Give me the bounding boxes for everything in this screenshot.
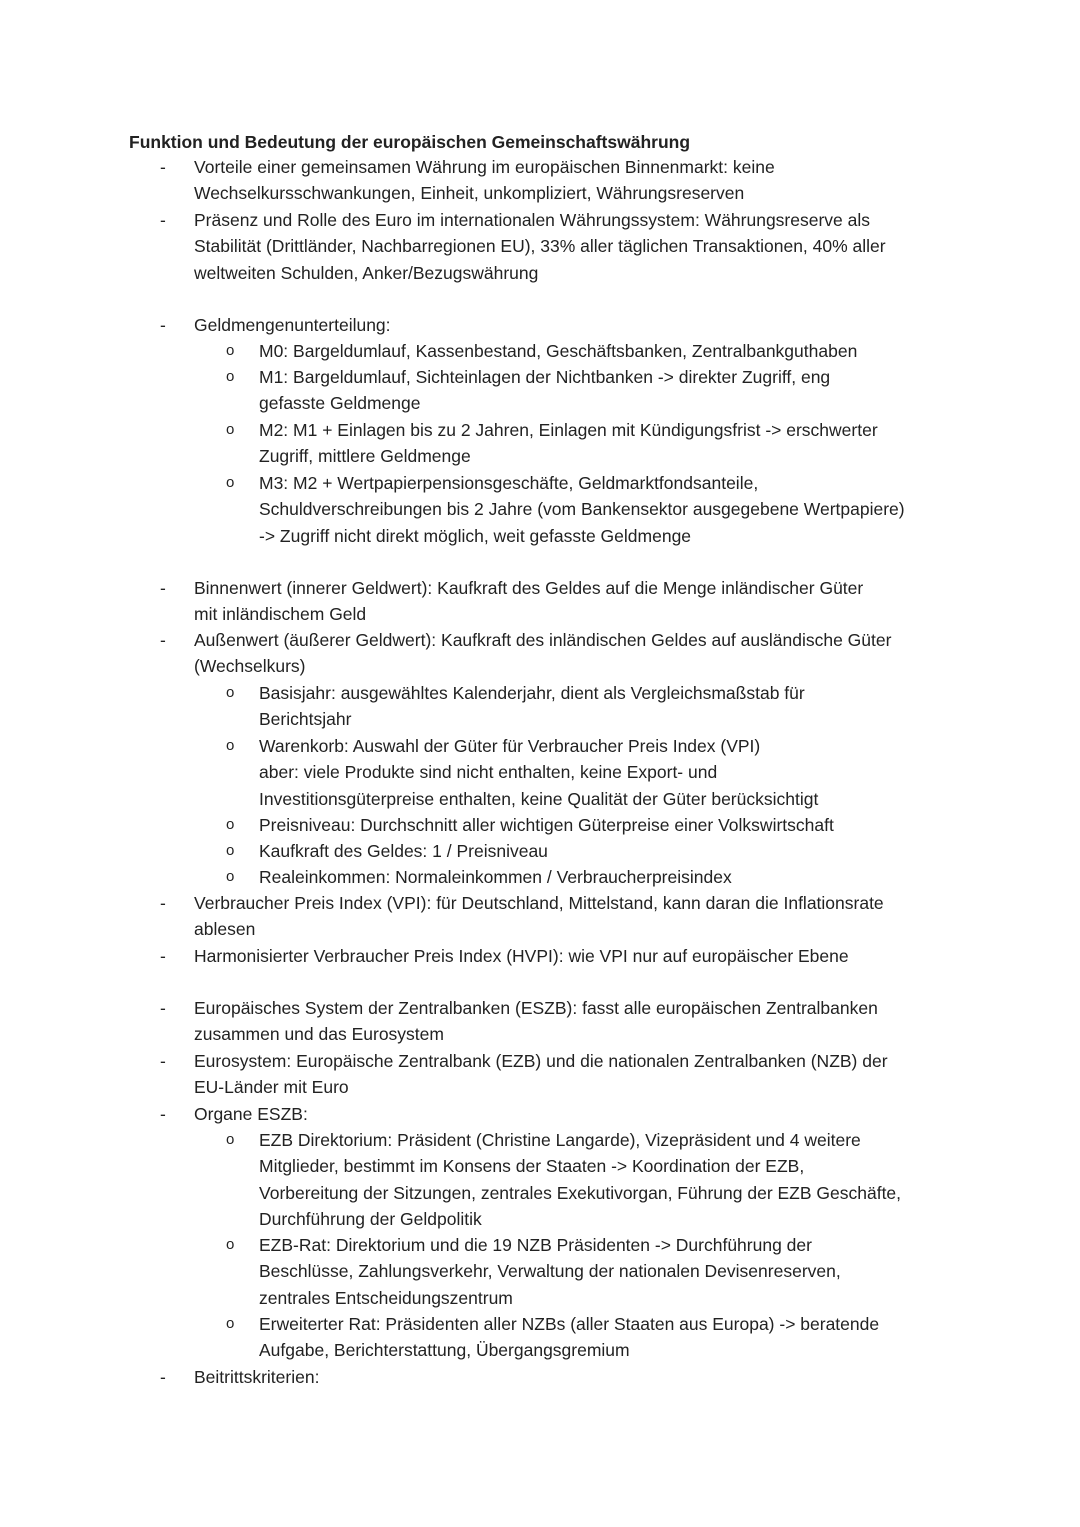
- item-text: [259, 838, 548, 864]
- text-line: M3: M2 + Wertpapierpensionsgeschäfte, Geldmarktfondsanteile,: [259, 473, 759, 493]
- text-line: Warenkorb: Auswahl der Güter für Verbraucher Preis Index (VPI): [259, 736, 761, 756]
- text-line: zusammen und das Eurosystem: [194, 1024, 444, 1045]
- text-line: Vorbereitung der Sitzungen, zentrales Exekutivorgan, Führung der EZB Geschäfte,: [259, 1182, 902, 1203]
- circle-bullet: o: [226, 737, 235, 754]
- text-line: Durchführung der Geldpolitik: [259, 1208, 482, 1229]
- text-line: Zugriff, mittlere Geldmenge: [259, 446, 471, 467]
- text-line: -> Zugriff nicht direkt möglich, weit gefasste Geldmenge: [259, 525, 692, 546]
- item-text: [194, 995, 878, 1048]
- item-text: [259, 1127, 901, 1232]
- text-line: Verbraucher Preis Index (VPI): für Deutschland, Mittelstand, kann daran die Inflationsrate: [194, 893, 884, 913]
- text-line: aber: viele Produkte sind nicht enthalten, keine Export- und: [259, 762, 718, 783]
- item-text: [259, 812, 834, 838]
- text-line: Präsenz und Rolle des Euro im internationalen Währungssystem: Währungsreserve als: [194, 210, 871, 230]
- text-line: Europäisches System der Zentralbanken (ESZB): fasst alle europäischen Zentralbanken: [194, 998, 878, 1018]
- text-line: gefasste Geldmenge: [259, 393, 421, 414]
- text-line: Berichtsjahr: [259, 709, 352, 730]
- circle-bullet: o: [226, 1131, 235, 1148]
- text-line: EZB Direktorium: Präsident (Christine Langarde), Vizepräsident und 4 weitere: [259, 1130, 861, 1150]
- dash-bullet: -: [160, 1104, 166, 1124]
- item-text: [194, 1101, 308, 1127]
- text-line: weltweiten Schulden, Anker/Bezugswährung: [194, 262, 539, 283]
- text-line: Preisniveau: Durchschnitt aller wichtigen Güterpreise einer Volkswirtschaft: [259, 815, 834, 835]
- text-line: M1: Bargeldumlauf, Sichteinlagen der Nichtbanken -> direkter Zugriff, eng: [259, 367, 831, 387]
- text-line: Schuldverschreibungen bis 2 Jahre (vom Bankensektor ausgegebene Wertpapiere): [259, 499, 905, 520]
- item-text: [194, 575, 863, 628]
- item-text: [259, 733, 818, 812]
- dash-bullet: -: [160, 210, 166, 230]
- item-text: [194, 627, 891, 680]
- text-line: zentrales Entscheidungszentrum: [259, 1287, 513, 1308]
- text-line: Wechselkursschwankungen, Einheit, unkompliziert, Währungsreserven: [194, 183, 745, 204]
- text-line: mit inländischem Geld: [194, 604, 367, 625]
- circle-bullet: o: [226, 474, 235, 491]
- text-line: Beitrittskriterien:: [194, 1367, 320, 1387]
- dash-bullet: -: [160, 315, 166, 335]
- dash-bullet: -: [160, 630, 166, 650]
- item-text: [194, 1048, 888, 1101]
- item-text: [259, 364, 830, 417]
- text-line: Stabilität (Drittländer, Nachbarregionen EU), 33% aller täglichen Transaktionen, 40% aller: [194, 236, 886, 257]
- circle-bullet: o: [226, 421, 235, 438]
- item-text: [194, 943, 849, 969]
- dash-bullet: -: [160, 1051, 166, 1071]
- text-line: M2: M1 + Einlagen bis zu 2 Jahren, Einlagen mit Kündigungsfrist -> erschwerter: [259, 420, 878, 440]
- document-title: Funktion und Bedeutung der europäischen Gemeinschaftswährung: [129, 132, 691, 152]
- text-line: Harmonisierter Verbraucher Preis Index (HVPI): wie VPI nur auf europäischer Ebene: [194, 946, 849, 966]
- dash-bullet: -: [160, 578, 166, 598]
- item-text: [259, 864, 732, 890]
- circle-bullet: o: [226, 1315, 235, 1332]
- text-line: Basisjahr: ausgewähltes Kalenderjahr, dient als Vergleichsmaßstab für: [259, 683, 805, 703]
- circle-bullet: o: [226, 684, 235, 701]
- text-line: Realeinkommen: Normaleinkommen / Verbraucherpreisindex: [259, 867, 732, 887]
- circle-bullet: o: [226, 842, 235, 859]
- item-text: [194, 1364, 319, 1390]
- text-line: Aufgabe, Berichterstattung, Übergangsgremium: [259, 1340, 630, 1361]
- item-text: [194, 312, 391, 338]
- text-line: Beschlüsse, Zahlungsverkehr, Verwaltung der nationalen Devisenreserven,: [259, 1261, 841, 1282]
- text-line: Außenwert (äußerer Geldwert): Kaufkraft des inländischen Geldes auf ausländische Güter: [194, 630, 892, 650]
- dash-bullet: -: [160, 998, 166, 1018]
- text-line: EZB-Rat: Direktorium und die 19 NZB Präsidenten -> Durchführung der: [259, 1235, 812, 1255]
- text-line: Investitionsgüterpreise enthalten, keine Qualität der Güter berücksichtigt: [259, 788, 819, 809]
- text-line: Erweiterter Rat: Präsidenten aller NZBs (aller Staaten aus Europa) -> beratende: [259, 1314, 880, 1334]
- item-text: [194, 207, 886, 286]
- circle-bullet: o: [226, 816, 235, 833]
- item-text: [259, 680, 805, 733]
- text-line: M0: Bargeldumlauf, Kassenbestand, Geschäftsbanken, Zentralbankguthaben: [259, 341, 858, 361]
- text-line: Kaufkraft des Geldes: 1 / Preisniveau: [259, 841, 548, 861]
- item-text: [259, 470, 905, 549]
- item-text: [259, 1311, 879, 1364]
- dash-bullet: -: [160, 1367, 166, 1387]
- text-line: Eurosystem: Europäische Zentralbank (EZB) und die nationalen Zentralbanken (NZB) der: [194, 1051, 888, 1071]
- dash-bullet: -: [160, 946, 166, 966]
- text-line: Geldmengenunterteilung:: [194, 315, 391, 335]
- text-line: Binnenwert (innerer Geldwert): Kaufkraft des Geldes auf die Menge inländischer Güter: [194, 578, 864, 598]
- text-line: ablesen: [194, 919, 256, 940]
- item-text: [194, 890, 884, 943]
- text-line: (Wechselkurs): [194, 656, 306, 677]
- circle-bullet: o: [226, 1236, 235, 1253]
- dash-bullet: -: [160, 893, 166, 913]
- text-line: EU-Länder mit Euro: [194, 1077, 349, 1098]
- dash-bullet: -: [160, 157, 166, 177]
- item-text: [259, 1232, 841, 1311]
- circle-bullet: o: [226, 368, 235, 385]
- item-text: [259, 417, 878, 470]
- circle-bullet: o: [226, 868, 235, 885]
- text-line: Vorteile einer gemeinsamen Währung im europäischen Binnenmarkt: keine: [194, 157, 775, 177]
- item-text: [194, 154, 775, 207]
- text-line: Mitglieder, bestimmt im Konsens der Staaten -> Koordination der EZB,: [259, 1156, 805, 1177]
- text-line: Organe ESZB:: [194, 1104, 308, 1124]
- circle-bullet: o: [226, 342, 235, 359]
- item-text: [259, 338, 857, 364]
